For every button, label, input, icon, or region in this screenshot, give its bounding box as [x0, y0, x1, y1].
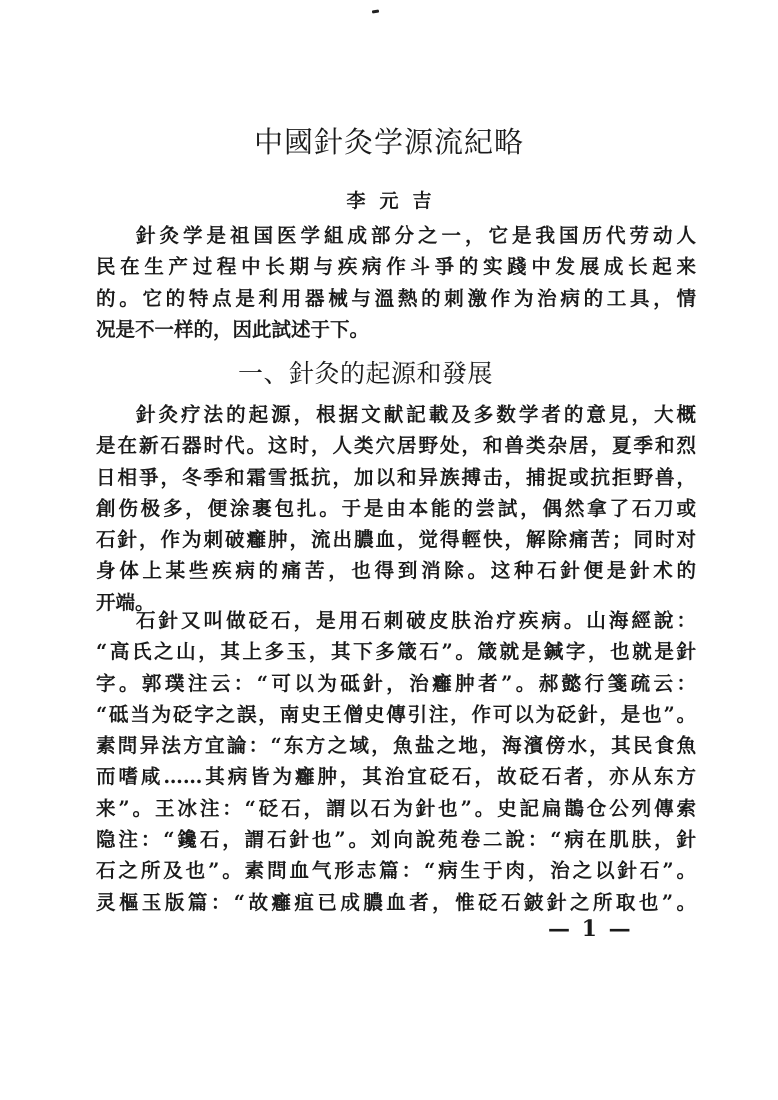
- intro-paragraph: [96, 220, 696, 345]
- text-line: 日相爭，冬季和霜雪抵抗，加以和异族搏击，捕捉或抗拒野兽，: [96, 465, 696, 489]
- text-line: 而嗜咸……其病皆为癰肿，其治宜砭石，故砭石者，亦从东方: [96, 765, 696, 789]
- text-line: 来”。王冰注：“砭石，謂以石为針也”。史記扁鵲仓公列傳索: [96, 796, 696, 820]
- ink-speck: [372, 10, 379, 14]
- text-line: 石針又叫做砭石，是用石刺破皮肤治疗疾病。山海經說：: [136, 609, 696, 632]
- author-name: 李元吉: [346, 190, 446, 212]
- body-paragraph: [96, 399, 696, 618]
- text-line: 字。郭璞注云：“可以为砥針，治癰肿者”。郝懿行箋疏云：: [96, 671, 696, 695]
- section-heading: 一、針灸的起源和發展: [238, 359, 494, 388]
- text-line: 况是不一样的，因此試述于下。: [96, 317, 370, 341]
- text-line: 身体上某些疾病的痛苦，也得到消除。这种石針便是針术的: [96, 559, 696, 583]
- body-paragraph: [96, 605, 696, 918]
- text-line: 創伤极多，便涂裹包扎。于是由本能的尝試，偶然拿了石刀或: [96, 496, 696, 520]
- text-line: 开端。: [96, 590, 155, 614]
- text-line: 石之所及也”。素問血气形志篇：“病生于肉，治之以針石”。: [96, 859, 696, 883]
- text-line: 民在生产过程中长期与疾病作斗爭的实踐中发展成长起来: [96, 255, 696, 279]
- text-line: 針灸学是祖国医学組成部分之一，它是我国历代劳动人: [136, 224, 696, 247]
- page-title: 中國針灸学源流紀略: [253, 125, 524, 159]
- text-line: 隐注：“鑱石，謂石針也”。刘向說苑卷二說：“病在肌肤，針: [96, 828, 696, 852]
- text-line: “砥当为砭字之誤，南史王僧史傳引注，作可以为砭針，是也”。: [96, 702, 696, 726]
- text-line: 針灸疗法的起源，根据文献記載及多数学者的意見，大概: [136, 403, 696, 426]
- text-line: 是在新石器时代。这时，人类穴居野处，和兽类杂居，夏季和烈: [96, 434, 696, 458]
- text-line: 素問异法方宜論：“东方之域，魚盐之地，海濱傍水，其民食魚: [96, 734, 696, 758]
- text-line: 灵樞玉版篇：“故癰疽已成膿血者，惟砭石鈹針之所取也”。: [96, 890, 696, 914]
- text-line: 的。它的特点是利用器械与溫熱的刺激作为治病的工具，情: [96, 286, 696, 310]
- page-number: — 1 —: [548, 916, 633, 942]
- text-line: 石針，作为刺破癰肿，流出膿血，觉得輕快，解除痛苦；同时对: [96, 528, 696, 552]
- text-line: “高氏之山，其上多玉，其下多箴石”。箴就是鍼字，也就是針: [96, 640, 696, 664]
